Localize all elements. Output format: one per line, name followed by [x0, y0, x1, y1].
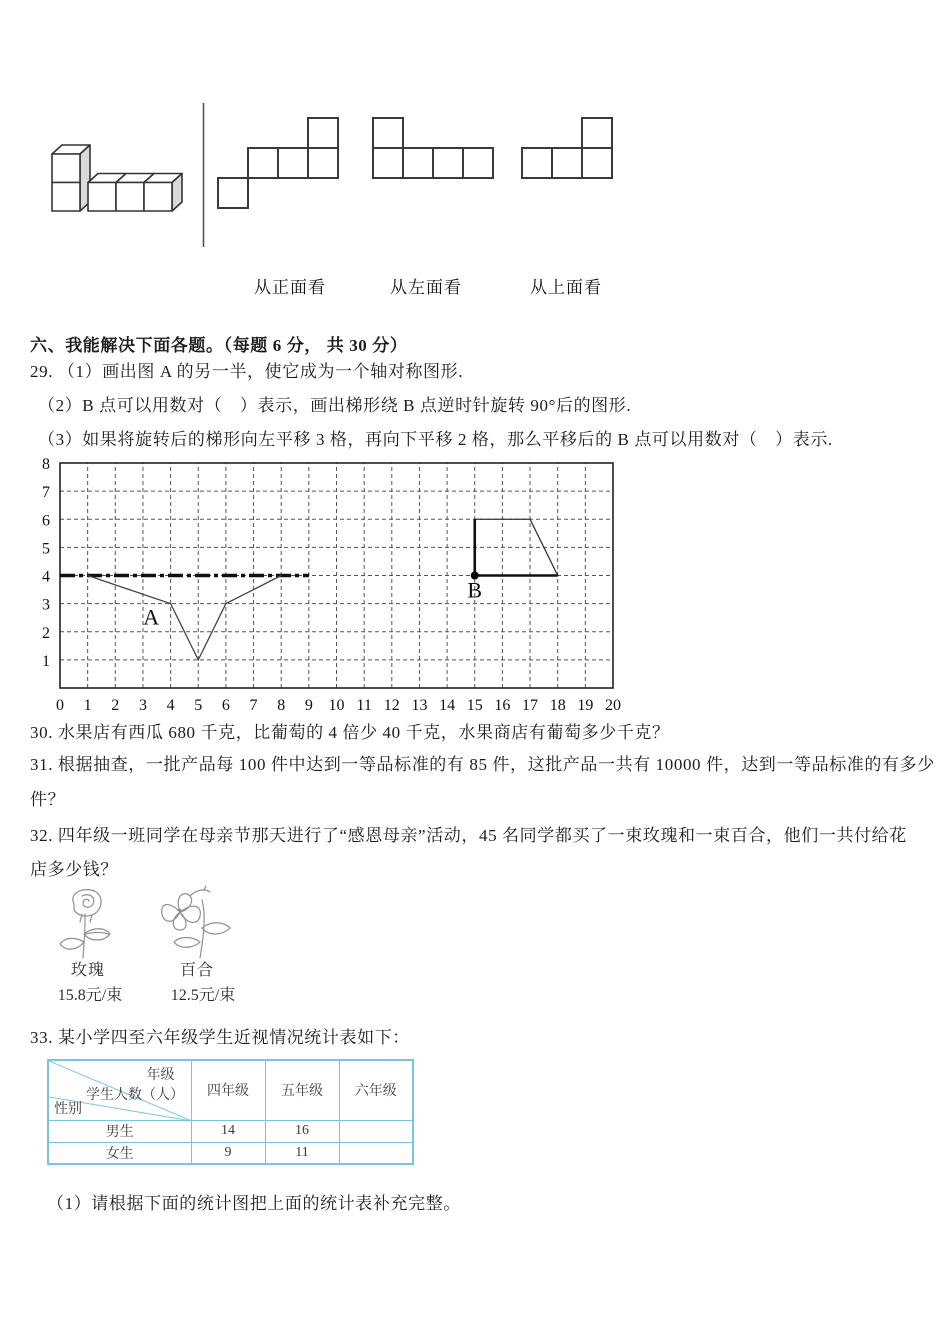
svg-text:9: 9	[304, 697, 313, 714]
svg-text:15: 15	[466, 697, 483, 714]
svg-text:4: 4	[166, 697, 175, 714]
svg-text:6: 6	[221, 697, 230, 714]
svg-text:3: 3	[42, 596, 50, 614]
row-label-girls: 女生	[48, 1142, 191, 1164]
svg-text:7: 7	[42, 484, 50, 502]
q30-text: 30. 水果店有西瓜 680 千克，比葡萄的 4 倍少 40 千克，水果商店有葡萄多少千克？	[30, 723, 670, 742]
q29-line3: （3）如果将旋转后的梯形向左平移 3 格，再向下平移 2 格，那么平移后的 B 点可以用数对（ ）表示.	[38, 430, 833, 449]
coordinate-grid-chart	[20, 450, 670, 722]
cell-boys-grade4: 14	[191, 1120, 265, 1142]
svg-text:6: 6	[42, 512, 50, 530]
section-heading: 六、我能解决下面各题。（每题 6 分， 共 30 分）	[30, 336, 408, 355]
stats-table	[47, 1059, 414, 1165]
svg-text:5: 5	[42, 540, 50, 558]
corner-label-count: 学生人数（人）	[86, 1088, 184, 1103]
svg-text:8: 8	[277, 697, 286, 714]
q33-sub1-text: （1）请根据下面的统计图把上面的统计表补充完整。	[47, 1194, 461, 1213]
svg-text:7: 7	[249, 697, 258, 714]
cell-boys-grade5: 16	[265, 1120, 339, 1142]
q31-text-line1: 31. 根据抽查，一批产品每 100 件中达到一等品标准的有 85 件，这批产品一共有 10000 件，达到一等品标准的有多少	[30, 755, 935, 774]
table-row	[48, 1120, 413, 1142]
svg-text:18: 18	[549, 697, 566, 714]
cell-girls-grade5: 11	[265, 1142, 339, 1164]
svg-text:2: 2	[111, 697, 120, 714]
svg-text:10: 10	[328, 697, 345, 714]
corner-label-grade: 年级	[146, 1068, 175, 1083]
caption-top-view: 从上面看	[530, 278, 602, 297]
svg-text:17: 17	[522, 697, 539, 714]
lily-drawing	[150, 884, 245, 962]
svg-text:A: A	[143, 604, 160, 630]
svg-text:12: 12	[383, 697, 400, 714]
rose-price: 15.8元/束	[57, 987, 123, 1004]
svg-text:20: 20	[605, 697, 621, 714]
svg-text:19: 19	[577, 697, 594, 714]
q29-line1: 29. （1）画出图 A 的另一半，使它成为一个轴对称图形.	[30, 362, 464, 381]
q33-text: 33. 某小学四至六年级学生近视情况统计表如下：	[30, 1028, 410, 1047]
q32-text-line2: 店多少钱？	[30, 860, 118, 879]
svg-text:14: 14	[439, 697, 456, 714]
col-header-grade5: 五年级	[265, 1060, 339, 1120]
cell-girls-grade6	[339, 1142, 413, 1164]
svg-text:2: 2	[42, 624, 50, 642]
lily-price: 12.5元/束	[170, 987, 236, 1004]
svg-text:4: 4	[42, 568, 50, 586]
svg-text:11: 11	[356, 697, 372, 714]
svg-text:5: 5	[194, 697, 203, 714]
caption-left-view: 从左面看	[390, 278, 462, 297]
cube-3d-figure	[52, 145, 182, 211]
caption-front-view: 从正面看	[254, 278, 326, 297]
svg-text:0: 0	[56, 697, 64, 714]
orthographic-view-shapes	[218, 118, 612, 208]
svg-text:B: B	[467, 577, 483, 603]
col-header-grade6: 六年级	[339, 1060, 413, 1120]
rose-label: 玫瑰	[70, 962, 106, 979]
cell-girls-grade4: 9	[191, 1142, 265, 1164]
corner-label-gender: 性别	[54, 1101, 82, 1117]
col-header-grade4: 四年级	[191, 1060, 265, 1120]
table-corner-cell	[48, 1060, 191, 1120]
svg-text:1: 1	[42, 652, 50, 670]
svg-text:8: 8	[42, 456, 50, 473]
svg-text:1: 1	[83, 697, 92, 714]
cell-boys-grade6	[339, 1120, 413, 1142]
rose-drawing	[52, 884, 124, 962]
q31-text-line2: 件？	[30, 790, 66, 809]
q32-text-line1: 32. 四年级一班同学在母亲节那天进行了“感恩母亲”活动，45 名同学都买了一束玫瑰和一束百合，他们一共付给花	[30, 826, 907, 845]
svg-text:13: 13	[411, 697, 428, 714]
lily-label: 百合	[179, 962, 215, 979]
svg-text:3: 3	[138, 697, 147, 714]
q29-line2: （2）B 点可以用数对（ ）表示，画出梯形绕 B 点逆时针旋转 90°后的图形.	[38, 396, 632, 415]
row-label-boys: 男生	[48, 1120, 191, 1142]
svg-text:16: 16	[494, 697, 511, 714]
table-row	[48, 1142, 413, 1164]
